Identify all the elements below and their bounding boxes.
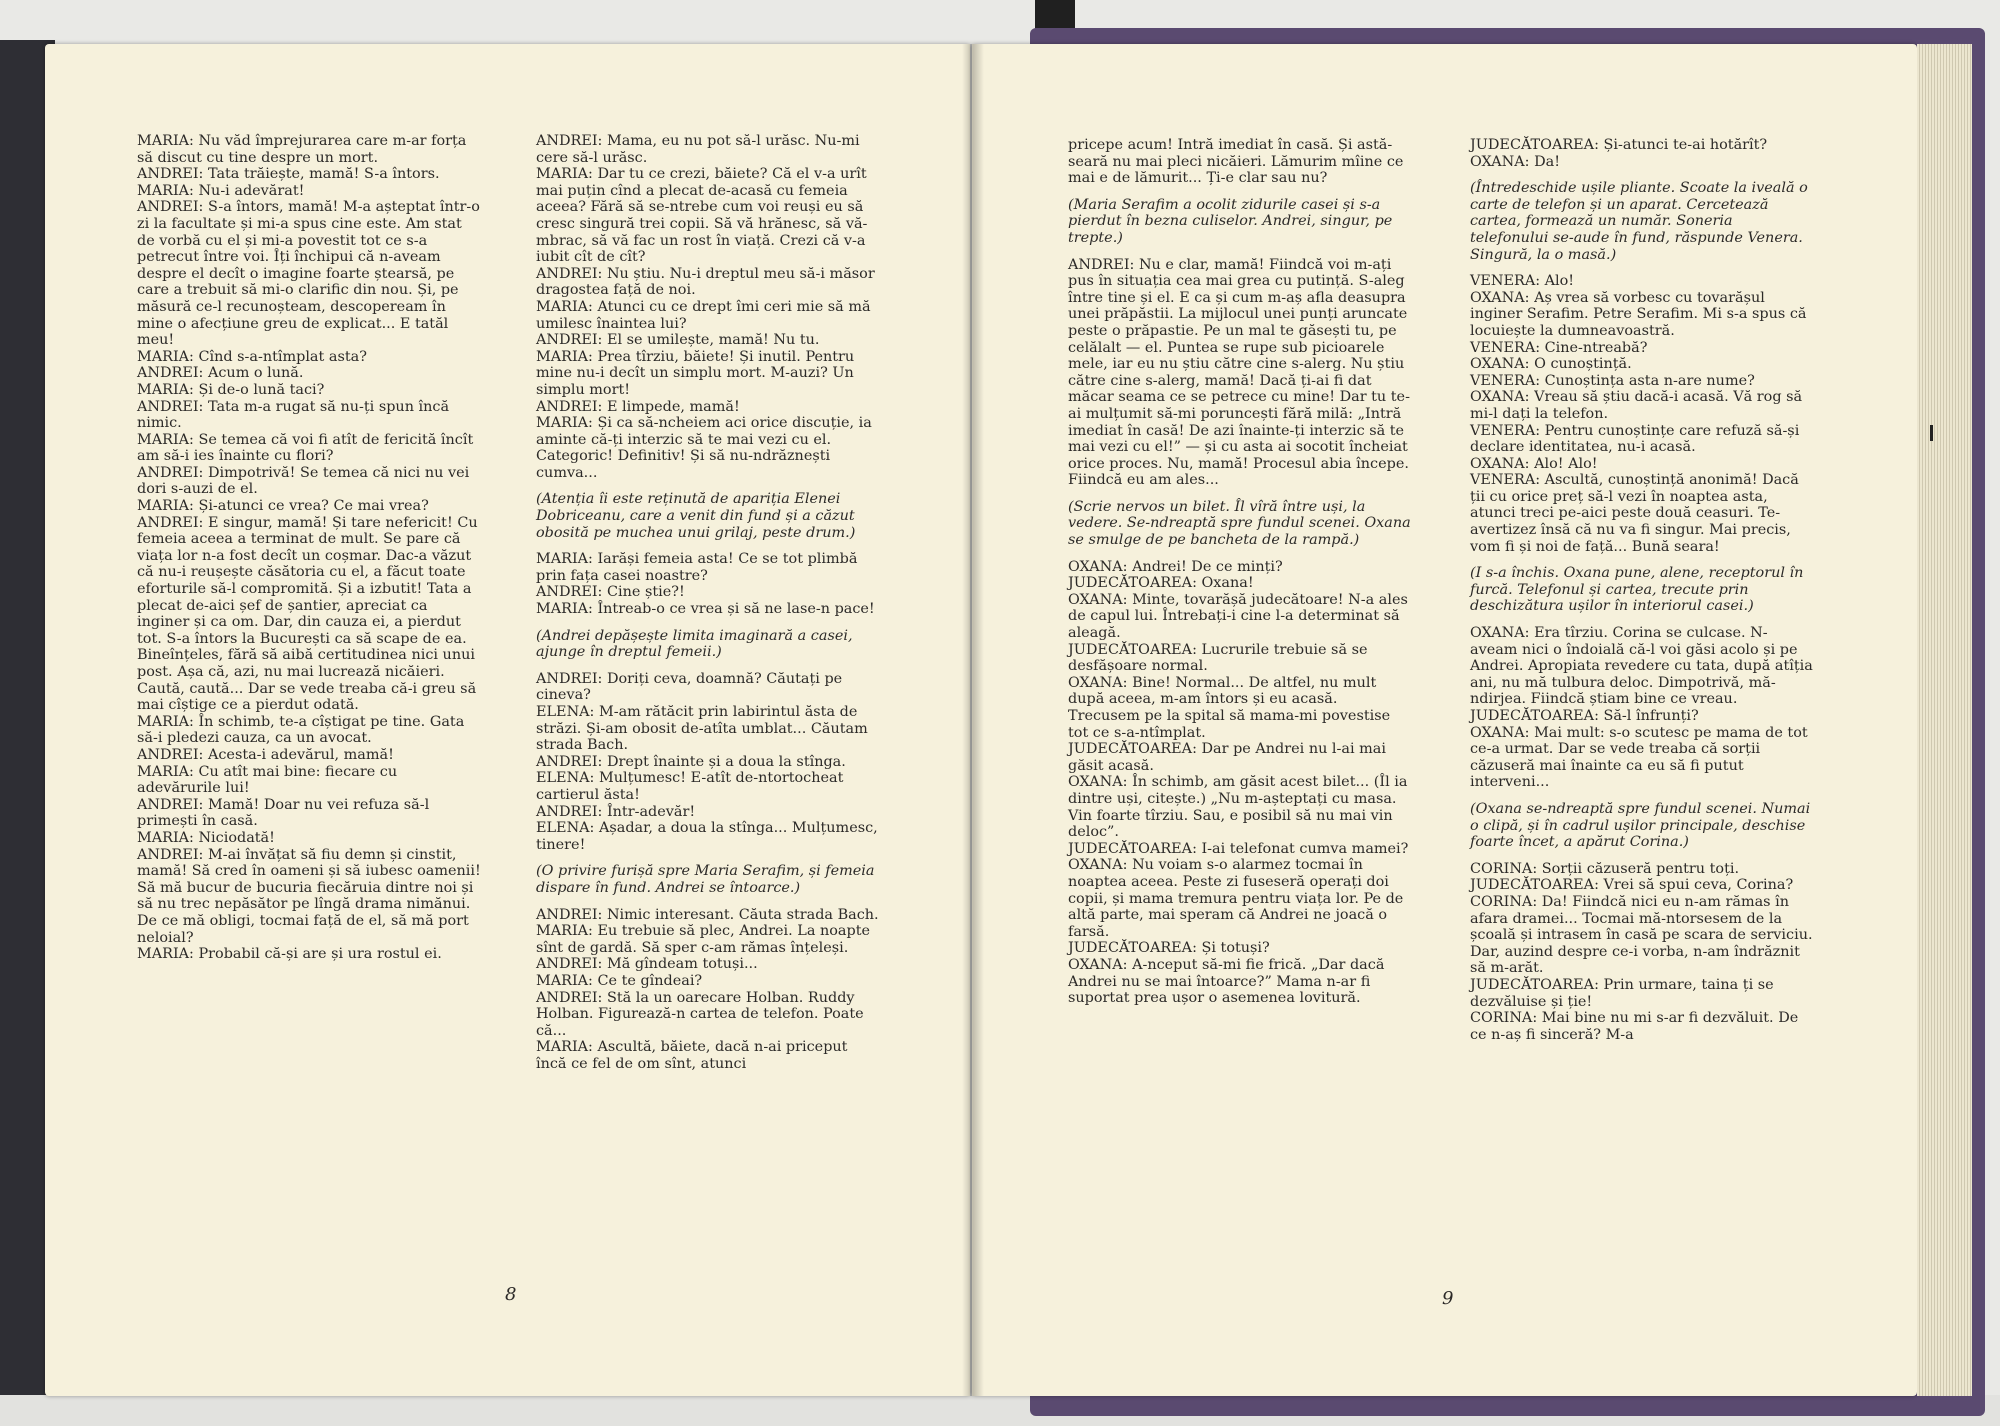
dialogue-line: MARIA: Și de-o lună taci? bbox=[137, 381, 325, 398]
dialogue-line: OXANA: Era tîrziu. Corina se culcase. N-aveam nici o îndoială că-l voi găsi acolo și pe Andrei. Apropiata revedere cu tata, după atîția ani, nu mă tulbura deloc. Dimpotrivă, mă-ndirjea. Fiindcă știam bine ce vreau. bbox=[1470, 625, 1813, 708]
margin-mark bbox=[1930, 425, 1933, 441]
dialogue-line: JUDECĂTOAREA: Lucrurile trebuie să se desfășoare normal. bbox=[1068, 641, 1368, 675]
stage-direction: (Andrei depășește limita imaginară a casei, ajunge în dreptul femeii.) bbox=[536, 627, 853, 661]
dialogue-line: MARIA: Și ca să-ncheiem aci orice discuție, ia aminte că-ți interzic să te mai vezi cu el. Categoric! Definitiv! Și să nu-ndrăznești cumva... bbox=[536, 415, 872, 481]
dialogue-line: OXANA: Mai mult: s-o scutesc pe mama de tot ce-a urmat. Dar se vede treaba că sorții căzuseră mai înainte ca eu să fi putut interveni... bbox=[1470, 724, 1808, 791]
dialogue-line: MARIA: Nu-i adevărat! bbox=[137, 182, 305, 199]
stage-direction: (Oxana se-ndreaptă spre fundul scenei. Numai o clipă, și în cadrul ușilor principale, deschise foarte încet, a apărut Corina.) bbox=[1470, 800, 1811, 851]
stage-direction: (Maria Serafim a ocolit zidurile casei și s-a pierdut în bezna culiselor. Andrei, singur, pe trepte.) bbox=[1068, 196, 1393, 246]
dialogue-line: MARIA: Și-atunci ce vrea? Ce mai vrea? bbox=[137, 498, 429, 515]
dialogue-line: OXANA: Bine! Normal... De altfel, nu mult după aceea, m-am întors și eu acasă. Trecusem pe la spital să mama-mi povestise tot ce s-a-ntîmplat. bbox=[1068, 674, 1391, 741]
dialogue-line: ANDREI: Acesta-i adevărul, mamă! bbox=[137, 746, 394, 763]
dialogue-line: JUDECĂTOAREA: Dar pe Andrei nu l-ai mai găsit acasă. bbox=[1068, 741, 1386, 774]
dialogue-line: ELENA: Mulțumesc! E-atît de-ntortocheat cartierul ăsta! bbox=[536, 770, 844, 803]
dialogue-line: MARIA: Atunci cu ce drept îmi ceri mie să mă umilesc înaintea lui? bbox=[536, 298, 871, 332]
dialogue-line: ANDREI: M-ai învățat să fiu demn și cinstit, mamă! Să cred în oameni și să iubesc oamenii! Să mă bucur de bucuria fiecăruia dintre noi și să nu trec nepăsător pe lîngă drama nimănui. De ce mă obligi, tocmai față de el, să mă port neloial? bbox=[137, 846, 481, 946]
dialogue-line: ANDREI: S-a întors, mamă! M-a așteptat într-o zi la facultate și mi-a spus cine este. Am stat de vorbă cu el și mi-a povestit tot ce s-a petrecut între voi. Îți închipui că n-aveam despre el decît o imagine foarte ștearsă, pe care a trebuit să mi-o clarific din nou. Și, pe măsură ce-l recunoșteam, descopeream în mine o afecțiune greu de explicat... E tatăl meu! bbox=[137, 199, 480, 349]
dialogue-line: VENERA: Cunoștința asta n-are nume? bbox=[1470, 372, 1755, 389]
dialogue-line: ANDREI: Dimpotrivă! Se temea că nici nu vei dori s-auzi de el. bbox=[137, 464, 470, 498]
dialogue-line: ANDREI: Mama, eu nu pot să-l urăsc. Nu-mi cere să-l urăsc. bbox=[536, 133, 860, 166]
dialogue-line: MARIA: Probabil că-și are și ura rostul ei. bbox=[137, 946, 442, 963]
dialogue-line: ANDREI: Mamă! Doar nu vei refuza să-l primești în casă. bbox=[137, 796, 430, 830]
dialogue-line: CORINA: Sorții căzuseră pentru toți. bbox=[1470, 860, 1740, 877]
dialogue-line: MARIA: Ce te gîndeai? bbox=[536, 972, 703, 989]
page-number-right: 9 bbox=[1442, 1288, 1454, 1309]
dialogue-line: VENERA: Cine-ntreabă? bbox=[1470, 339, 1648, 356]
book-gutter bbox=[962, 44, 984, 1396]
dialogue-line: OXANA: În schimb, am găsit acest bilet... (Îl ia dintre uși, citește.) „Nu m-așteptați cu masa. Vin foarte tîrziu. Sau, e posibil să nu mai vin deloc”. bbox=[1068, 774, 1408, 841]
dialogue-line: OXANA: Alo! Alo! bbox=[1470, 455, 1598, 472]
left-page-column-1 bbox=[137, 133, 482, 963]
dialogue-line: MARIA: Se temea că voi fi atît de fericită încît am să-i ies înainte cu flori? bbox=[137, 431, 474, 465]
dialogue-line: JUDECĂTOAREA: I-ai telefonat cumva mamei? bbox=[1068, 840, 1409, 857]
dialogue-line: ANDREI: Nimic interesant. Căuta strada Bach. bbox=[536, 906, 879, 923]
left-page-column-2 bbox=[536, 133, 880, 1072]
dialogue-line: ANDREI: E singur, mamă! Și tare nefericit! Cu femeia aceea a terminat de mult. Se pare că viața lor n-a fost decît un coșmar. Dac-a văzut că nu-i reușește căsătoria cu el, a făcut toate eforturile să-l compromită. Și a izbutit! Tata a plecat de-aici șef de șantier, apreciat ca inginer și ca om. Dar, din cauza ei, a pierdut tot. S-a întors la București ca să scape de ea. Bineînțeles, fără să aibă certitudinea nici unui post. Așa că, azi, nu mai lucrează nicăieri. Caută, caută... Dar se vede treaba că-i greu să mai cîștige ce a pierdut odată. bbox=[137, 514, 478, 714]
dialogue-line: MARIA: Cu atît mai bine: fiecare cu adevărurile lui! bbox=[137, 763, 398, 797]
dialogue-line: ANDREI: Într-adevăr! bbox=[536, 803, 696, 820]
dialogue-line: MARIA: În schimb, te-a cîștigat pe tine. Gata să-i pledezi cauza, ca un avocat. bbox=[137, 713, 465, 747]
dialogue-line: JUDECĂTOAREA: Oxana! bbox=[1068, 575, 1254, 592]
dialogue-line: MARIA: Eu trebuie să plec, Andrei. La noapte sînt de gardă. Să sper c-am rămas înțeleși. bbox=[536, 923, 870, 956]
dialogue-line: OXANA: Da! bbox=[1470, 153, 1560, 170]
dialogue-line: OXANA: Vreau să știu dacă-i acasă. Vă rog să mi-l dați la telefon. bbox=[1470, 389, 1803, 422]
dialogue-line: ANDREI: Mă gîndeam totuși... bbox=[536, 956, 758, 973]
dialogue-line: ANDREI: Tata m-a rugat să nu-ți spun încă nimic. bbox=[137, 398, 450, 432]
page-number-left: 8 bbox=[505, 1284, 517, 1305]
dialogue-line: ANDREI: El se umilește, mamă! Nu tu. bbox=[536, 332, 820, 349]
dialogue-line: MARIA: Iarăși femeia asta! Ce se tot plimbă prin fața casei noastre? bbox=[536, 551, 858, 584]
stage-direction: (Scrie nervos un bilet. Îl vîră între uși, la vedere. Se-ndreaptă spre fundul scenei. Oxana se smulge de pe bancheta de la rampă.) bbox=[1068, 498, 1411, 549]
dialogue-line: MARIA: Nu văd împrejurarea care m-ar forța să discut cu tine despre un mort. bbox=[137, 133, 467, 166]
dialogue-line: JUDECĂTOAREA: Și totuși? bbox=[1068, 940, 1270, 957]
dialogue-line: ANDREI: Nu știu. Nu-i dreptul meu să-i măsor dragostea față de noi. bbox=[536, 265, 875, 299]
dialogue-line: JUDECĂTOAREA: Vrei să spui ceva, Corina? bbox=[1470, 877, 1794, 894]
dialogue-line: pricepe acum! Intră imediat în casă. Și astă-seară nu mai pleci nicăieri. Lămurim mîine ce mai e de lămurit... Ți-e clar sau nu? bbox=[1068, 137, 1404, 187]
dialogue-line: ANDREI: Stă la un oarecare Holban. Ruddy Holban. Figurează-n cartea de telefon. Poate că... bbox=[536, 989, 864, 1039]
dialogue-line: MARIA: Prea tîrziu, băiete! Și inutil. Pentru mine nu-i decît un simplu mort. M-auzi? Un simplu mort! bbox=[536, 348, 855, 398]
dialogue-line: MARIA: Întreab-o ce vrea și să ne lase-n pace! bbox=[536, 601, 875, 618]
dialogue-line: JUDECĂTOAREA: Să-l înfrunți? bbox=[1470, 708, 1699, 724]
dialogue-line: ANDREI: Tata trăiește, mamă! S-a întors. bbox=[137, 166, 440, 183]
dialogue-line: VENERA: Pentru cunoștințe care refuză să-și declare identitatea, nu-i acasă. bbox=[1470, 422, 1800, 456]
page-edges bbox=[1917, 44, 1972, 1396]
stage-direction: (I s-a închis. Oxana pune, alene, receptorul în furcă. Telefonul și cartea, trecute prin deschizătura ușilor în interiorul casei.) bbox=[1470, 565, 1804, 615]
dialogue-line: CORINA: Da! Fiindcă nici eu n-am rămas în afara dramei... Tocmai mă-ntorsesem de la școală și intrasem în casă pe scara de serviciu. Dar, auzind despre ce-i vorba, n-am îndrăznit să m-arăt. bbox=[1470, 893, 1813, 977]
dialogue-line: OXANA: O cunoștință. bbox=[1470, 356, 1632, 373]
dialogue-line: OXANA: Nu voiam s-o alarmez tocmai în noaptea aceea. Peste zi fuseseră operați doi copii, și mama tremura pentru viața lor. Pe de altă parte, mai speram că Andrei ne joacă o farsă. bbox=[1068, 857, 1404, 940]
dialogue-line: OXANA: Aș vrea să vorbesc cu tovarășul inginer Serafim. Petre Serafim. Mi s-a spus că locuiește la dumneavoastră. bbox=[1470, 289, 1807, 339]
dialogue-line: ANDREI: Doriți ceva, doamnă? Căutați pe cineva? bbox=[536, 670, 843, 704]
dialogue-line: MARIA: Dar tu ce crezi, băiete? Că el v-a urît mai puțin cînd a plecat de-acasă cu femeia aceea? Fără să se-ntrebe cum voi reuși eu să cresc singură trei copii. Să vă hrănesc, să vă-mbrac, să vă fac un rost în viață. Crezi că v-a iubit cît de cît? bbox=[536, 166, 868, 266]
dialogue-line: MARIA: Niciodată! bbox=[137, 829, 275, 846]
dialogue-line: ANDREI: Nu e clar, mamă! Fiindcă voi m-ați pus în situația cea mai grea cu putință. S-aleg între tine și el. E ca și cum m-aș afla deasupra unei prăpăstii. La mijlocul unei punți aruncate peste o prăpastie. Pe un mal te găsești tu, pe celălalt — el. Puntea se rupe sub picioarele mele, iar eu nu știu către cine s-alerg. Nu știu către cine s-alerg, mamă! Dacă ți-ai fi dat măcar seama ce se petrece cu mine! Dar tu te-ai mulțumit să-mi poruncești fără milă: „Intră imediat în casă! De azi înainte-ți interzic să te mai vezi cu el!” — și cu asta ai socotit încheiat orice proces. Nu, mamă! Procesul abia începe. Fiindcă eu am ales... bbox=[1068, 256, 1410, 489]
dialogue-line: MARIA: Ascultă, băiete, dacă n-ai priceput încă ce fel de om sînt, atunci bbox=[536, 1039, 848, 1072]
right-page-column-1 bbox=[1068, 137, 1413, 1007]
stage-direction: (Întredeschide ușile pliante. Scoate la iveală o carte de telefon și un aparat. Cercetează cartea, formează un număr. Soneria telefonului se-aude în fund, răspunde Venera. Singură, la o masă.) bbox=[1470, 180, 1808, 263]
dialogue-line: ANDREI: E limpede, mamă! bbox=[536, 398, 740, 415]
stage-direction: (Atenția îi este reținută de apariția Elenei Dobriceanu, care a venit din fund și a căzut obosită pe muchea unui grilaj, peste drum.) bbox=[536, 491, 856, 541]
dialogue-line: ELENA: M-am rătăcit prin labirintul ăsta de străzi. Și-am obosit de-atîta umblat... Căutam strada Bach. bbox=[536, 704, 868, 754]
stage-direction: (O privire furișă spre Maria Serafim, și femeia dispare în fund. Andrei se întoarce.) bbox=[536, 863, 875, 896]
dialogue-line: CORINA: Mai bine nu mi s-ar fi dezvăluit. De ce n-aș fi sinceră? M-a bbox=[1470, 1010, 1799, 1043]
dialogue-line: OXANA: Andrei! De ce minți? bbox=[1068, 558, 1283, 575]
dialogue-line: MARIA: Cînd s-a-ntîmplat asta? bbox=[137, 348, 367, 365]
dialogue-line: JUDECĂTOAREA: Prin urmare, taina ți se dezvăluise și ție! bbox=[1470, 976, 1774, 1010]
dialogue-line: OXANA: A-nceput să-mi fie frică. „Dar dacă Andrei nu se mai întoarce?” Mama n-ar fi suportat prea ușor o asemenea lovitură. bbox=[1068, 956, 1385, 1007]
dialogue-line: ELENA: Așadar, a doua la stînga... Mulțumesc, tinere! bbox=[536, 820, 878, 853]
dialogue-line: ANDREI: Acum o lună. bbox=[137, 365, 304, 382]
right-page-column-2 bbox=[1470, 137, 1815, 1043]
dialogue-line: OXANA: Minte, tovarășă judecătoare! N-a ales de capul lui. Întrebați-i cine l-a determinat să aleagă. bbox=[1068, 591, 1408, 642]
dialogue-line: ANDREI: Cine știe?! bbox=[536, 584, 685, 601]
dialogue-line: ANDREI: Drept înainte și a doua la stînga. bbox=[536, 753, 846, 770]
dialogue-line: VENERA: Ascultă, cunoștință anonimă! Dacă ții cu orice preț să-l vezi în noaptea asta, atunci treci pe-aici peste două ceasuri. Te-avertizez însă că nu va fi singur. Mai precis, vom fi și noi de față... Bună seara! bbox=[1470, 472, 1799, 555]
dialogue-line: VENERA: Alo! bbox=[1470, 273, 1575, 290]
dialogue-line: JUDECĂTOAREA: Și-atunci te-ai hotărît? bbox=[1470, 137, 1768, 153]
